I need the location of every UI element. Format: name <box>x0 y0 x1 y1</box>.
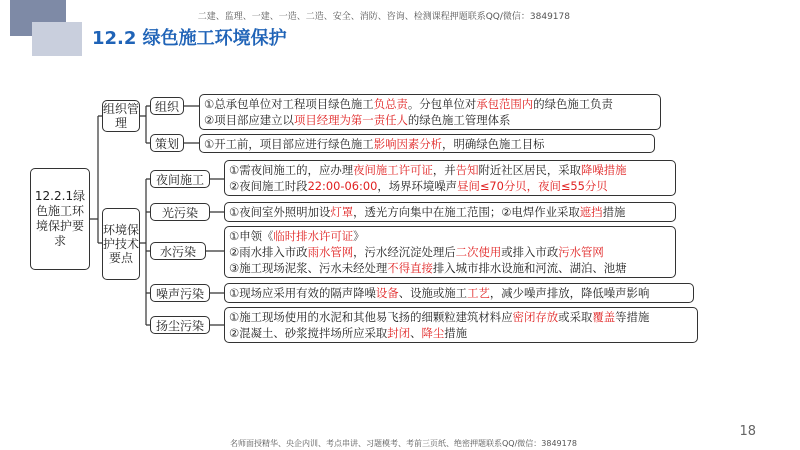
text-segment: ①开工前，项目部应进行绿色施工 <box>204 136 374 151</box>
node-label: 策划 <box>154 136 179 151</box>
node-dust-pollution <box>150 316 210 334</box>
text-segment: 等措施 <box>615 310 650 324</box>
text-segment: 的绿色施工管理体系 <box>407 113 511 127</box>
highlight-text: 污水管网 <box>558 245 604 259</box>
content-line <box>204 136 650 152</box>
content-line <box>204 96 656 112</box>
highlight-text: 临时排水许可证 <box>273 229 354 243</box>
node-label: 噪声污染 <box>155 286 204 301</box>
text-segment: ，污水经沉淀处理后 <box>353 245 456 259</box>
text-segment: ，透光方向集中在施工范围；②电焊作业采取 <box>353 205 580 219</box>
text-segment: 附近社区居民，采取 <box>478 163 581 177</box>
text-segment: 、设施或施工 <box>398 286 468 300</box>
text-segment: ③施工现场泥浆、污水未经处理 <box>229 261 388 275</box>
highlight-text: 降尘 <box>421 326 445 340</box>
page-title: 12.2 绿色施工环境保护 <box>92 28 287 49</box>
text-segment: ，减少噪声排放，降低噪声影响 <box>489 286 650 300</box>
highlight-text: 承包范围内 <box>476 97 534 111</box>
text-segment: ①总承包单位对工程项目绿色施工 <box>204 97 374 111</box>
content-line <box>229 178 671 194</box>
text-segment: ①需夜间施工的，应办理 <box>229 163 354 177</box>
content-night-work <box>224 160 676 196</box>
text-segment: ①施工现场使用的水泥和其他易飞扬的细颗粒建筑材料应 <box>229 310 513 324</box>
group-node-org <box>102 100 140 132</box>
highlight-text: 降噪措施 <box>581 163 627 177</box>
node-night-work <box>150 170 210 188</box>
highlight-text: 夜间施工许可证 <box>353 163 433 177</box>
text-segment: ，明确绿色施工目标 <box>442 136 545 151</box>
text-segment: 措施 <box>602 205 626 219</box>
text-segment: ①夜间室外照明加设 <box>229 205 331 219</box>
content-light-pollution <box>224 202 676 222</box>
highlight-text: 项目经理为第一责任人 <box>293 113 408 127</box>
node-noise-pollution <box>150 284 210 302</box>
content-line <box>229 325 693 341</box>
connector-group-org <box>140 106 150 143</box>
group-label-env: 环境保护技术要点 <box>103 223 140 265</box>
content-zuzhi <box>199 94 661 130</box>
highlight-text: 遮挡 <box>579 205 603 219</box>
content-line <box>229 244 671 260</box>
highlight-text: 覆盖 <box>592 310 616 324</box>
group-label-org: 组织管理 <box>103 102 140 130</box>
node-label: 水污染 <box>159 244 196 259</box>
text-segment: ①申领《 <box>229 229 274 243</box>
highlight-text: 二次使用 <box>455 245 502 259</box>
highlight-text: 设备 <box>375 286 399 300</box>
content-line <box>229 260 671 276</box>
highlight-text: 封闭 <box>387 326 411 340</box>
header-contact-note: 二建、监理、一建、一造、二造、安全、消防、咨询、检测课程押题联系QQ/微信：3849178 <box>197 12 570 22</box>
text-segment: ②雨水排入市政 <box>229 245 308 259</box>
footer-contact-note: 名师面授精华、央企内训、考点串讲、习题模考、考前三页纸、绝密押题联系QQ/微信：3849178 <box>230 439 577 448</box>
highlight-text: 负总责 <box>373 97 408 111</box>
text-segment: 或采取 <box>558 310 593 324</box>
highlight-text: 密闭存放 <box>512 310 559 324</box>
highlight-text: 工艺 <box>467 286 490 300</box>
content-line <box>204 112 656 128</box>
text-segment: 排入城市排水设施和河流、湖泊、池塘 <box>432 261 627 275</box>
text-segment: ②混凝土、砂浆搅拌场所应采取 <box>229 326 388 340</box>
text-segment: 措施 <box>444 326 468 340</box>
node-zuzhi <box>150 97 184 115</box>
page-number: 18 <box>739 424 756 439</box>
root-node <box>30 168 90 270</box>
text-segment: 的绿色施工负责 <box>533 97 613 111</box>
node-label: 夜间施工 <box>155 172 204 187</box>
content-line <box>229 162 671 178</box>
node-label: 扬尘污染 <box>155 318 204 333</box>
highlight-text: 雨水管网 <box>307 245 354 259</box>
highlight-text: 影响因素分析 <box>373 136 443 151</box>
node-water-pollution <box>150 242 206 260</box>
root-node-label: 12.2.1绿色施工环境保护要求 <box>34 189 86 248</box>
highlight-text: 不得直接 <box>387 261 433 275</box>
node-label: 光污染 <box>161 205 198 220</box>
node-cehua <box>150 134 184 152</box>
content-line <box>229 204 671 220</box>
text-segment: ②项目部应建立以 <box>204 113 294 127</box>
text-segment: ①现场应采用有效的隔声降噪 <box>229 286 376 300</box>
node-label: 组织 <box>154 99 179 114</box>
content-cehua <box>199 134 655 153</box>
group-node-env <box>102 208 140 280</box>
content-water-pollution <box>224 226 676 278</box>
text-segment: ②夜间施工时段 <box>229 179 308 193</box>
highlight-text: 昼间≤70分贝，夜间≤55分贝 <box>457 179 608 193</box>
content-noise-pollution <box>224 283 694 303</box>
highlight-text: 灯罩 <box>330 205 354 219</box>
text-segment: 或排入市政 <box>501 245 559 259</box>
text-segment: 》 <box>353 229 365 243</box>
content-line <box>229 228 671 244</box>
connector-group-env <box>140 179 150 325</box>
content-line <box>229 309 693 325</box>
text-segment: 、 <box>410 326 422 340</box>
highlight-text: 22:00-06:00 <box>307 179 378 193</box>
content-line <box>229 285 689 301</box>
node-light-pollution <box>150 203 210 221</box>
text-segment: ，场界环境噪声 <box>377 179 458 193</box>
text-segment: ，并 <box>432 163 456 177</box>
content-dust-pollution <box>224 307 698 343</box>
connector-root <box>90 116 102 243</box>
highlight-text: 告知 <box>455 163 479 177</box>
text-segment: 。分包单位对 <box>407 97 477 111</box>
